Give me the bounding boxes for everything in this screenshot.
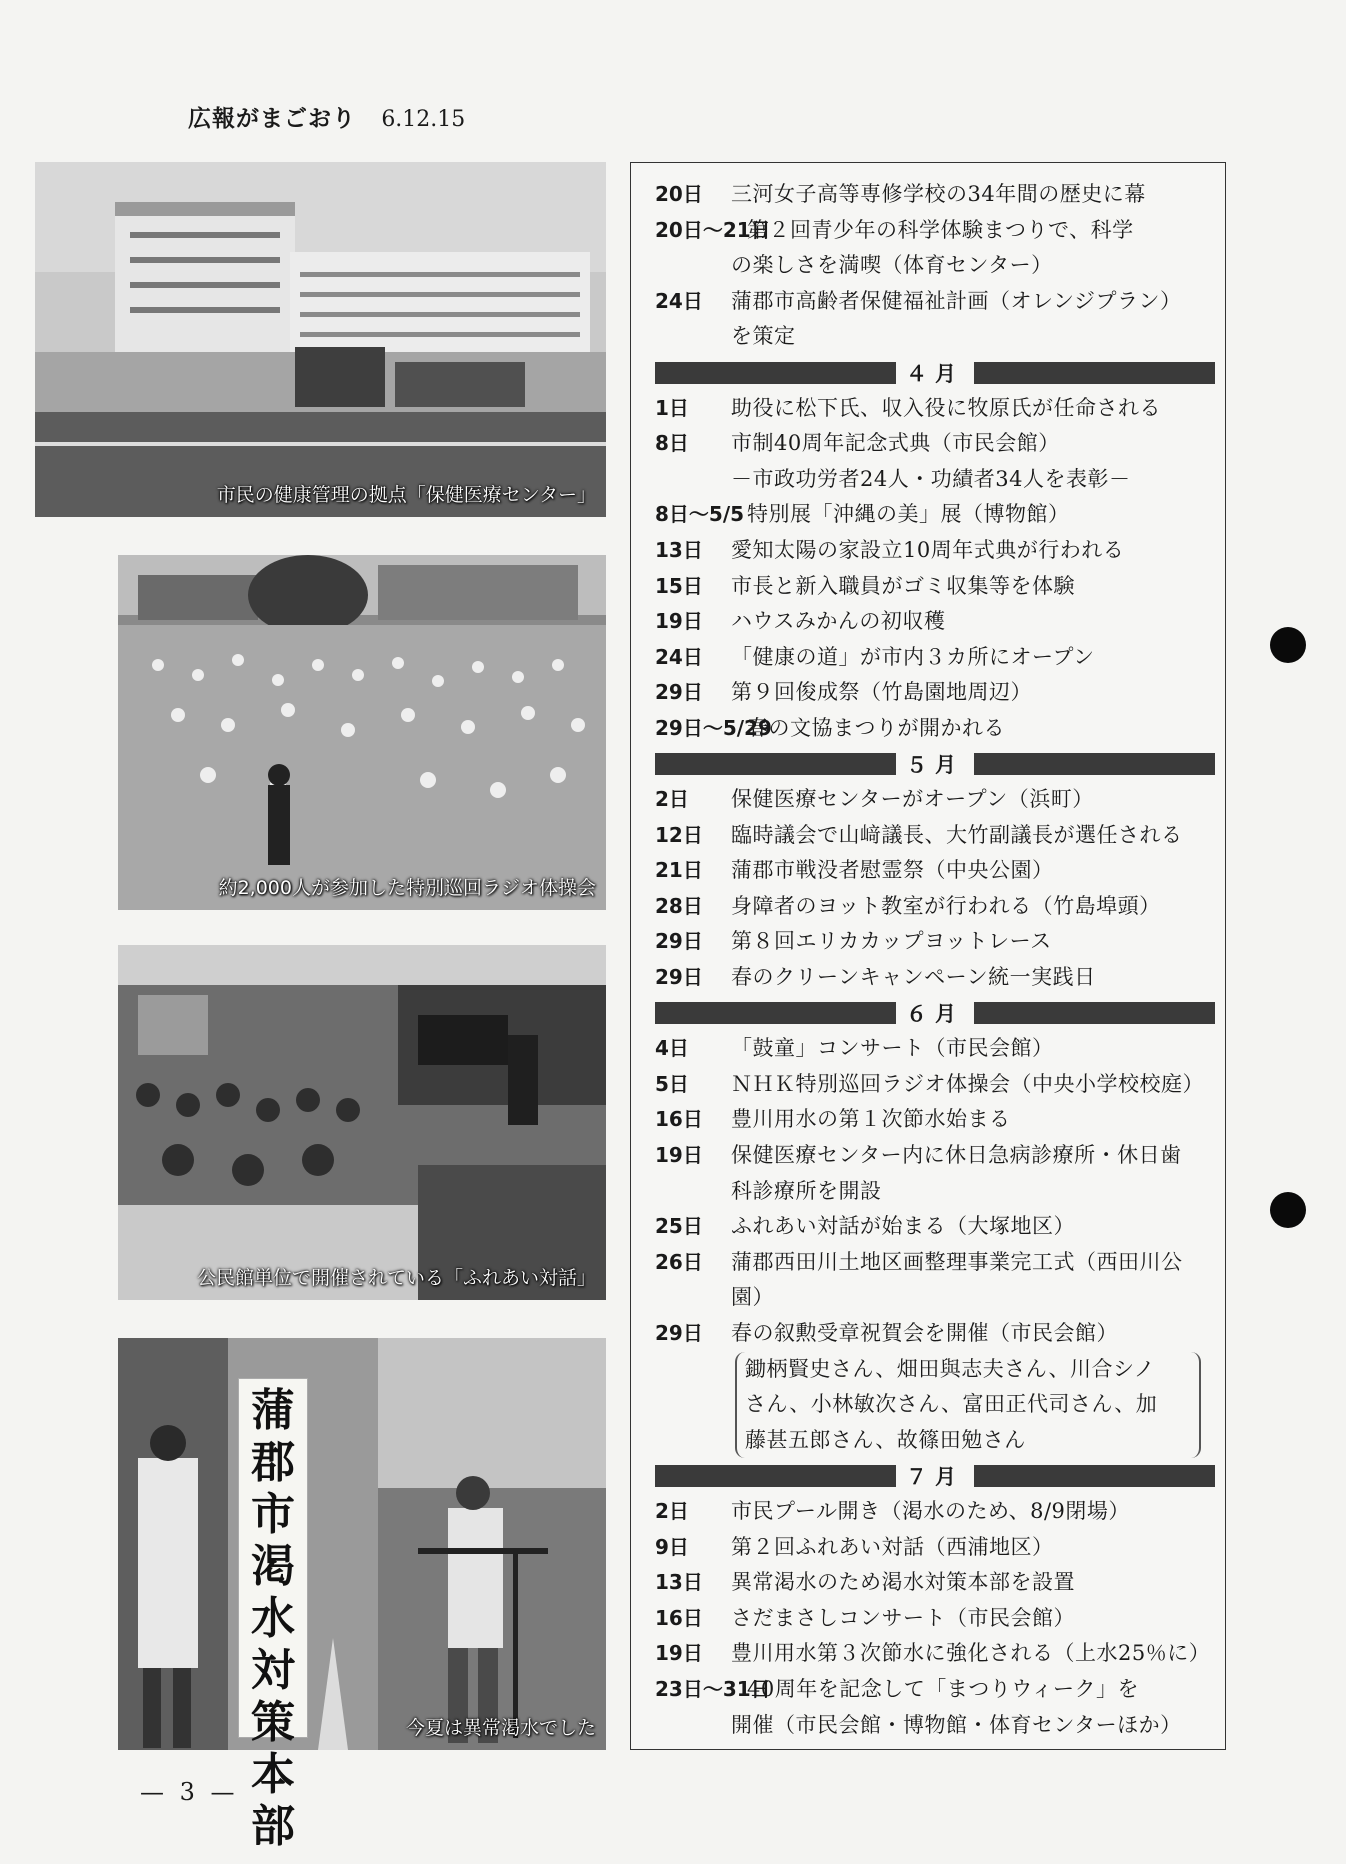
event-row bbox=[655, 213, 1225, 249]
event-row bbox=[655, 177, 1225, 213]
page-number: — 3 — bbox=[140, 1778, 239, 1806]
honoree-names bbox=[735, 1352, 1201, 1459]
event-row bbox=[655, 889, 1225, 925]
event-text: 第８回エリカカップヨットレース bbox=[731, 929, 1052, 954]
page-header bbox=[188, 100, 465, 133]
event-text: ふれあい対話が始まる（大塚地区） bbox=[731, 1214, 1075, 1239]
binding-hole-mark bbox=[1270, 627, 1306, 663]
event-date: 29日 bbox=[655, 929, 703, 954]
community-dialogue-image bbox=[118, 945, 606, 1300]
event-row bbox=[655, 1601, 1225, 1637]
drought-photo bbox=[118, 1338, 606, 1852]
event-text: 第９回俊成祭（竹島園地周辺） bbox=[731, 680, 1032, 705]
event-text: 園） bbox=[731, 1285, 774, 1310]
event-date: 4日 bbox=[655, 1036, 689, 1061]
event-date: 15日 bbox=[655, 573, 703, 598]
event-text: 蒲郡市戦没者慰霊祭（中央公園） bbox=[731, 858, 1054, 883]
event-text: 身障者のヨット教室が行われる（竹島埠頭） bbox=[731, 893, 1161, 918]
event-row bbox=[655, 533, 1225, 569]
event-text: 三河女子高等専修学校の34年間の歴史に幕 bbox=[731, 182, 1146, 206]
event-row bbox=[655, 711, 1225, 747]
event-row bbox=[655, 391, 1225, 427]
binding-hole-mark bbox=[1270, 1192, 1306, 1228]
event-row bbox=[655, 1565, 1225, 1601]
event-text: 第２回青少年の科学体験まつりで、科学 bbox=[747, 217, 1134, 242]
month-header-april: ４月 bbox=[655, 355, 1215, 391]
event-text: 40周年を記念して「まつりウィーク」を bbox=[747, 1676, 1139, 1701]
event-text: －市政功労者24人・功績者34人を表彰－ bbox=[731, 466, 1131, 491]
event-date: 2日 bbox=[655, 1498, 689, 1523]
event-row bbox=[655, 960, 1225, 996]
april-events bbox=[655, 391, 1225, 747]
event-date: 2日 bbox=[655, 787, 689, 812]
event-date: 29日～5/29 bbox=[655, 715, 772, 740]
event-text: 臨時議会で山﨑議長、大竹副議長が選任される bbox=[731, 822, 1183, 847]
event-date: 13日 bbox=[655, 537, 703, 562]
drought-image bbox=[118, 1338, 606, 1750]
event-date: 20日 bbox=[655, 182, 703, 206]
event-text: 春の叙勲受章祝賀会を開催（市民会館） bbox=[731, 1321, 1118, 1345]
event-row bbox=[655, 462, 1225, 498]
event-text: 市民プール開き（渇水のため、8/9閉場） bbox=[731, 1498, 1130, 1523]
event-text: 開催（市民会館・博物館・体育センターほか） bbox=[731, 1712, 1182, 1737]
event-row bbox=[655, 1672, 1225, 1708]
event-text: ＮＨＫ特別巡回ラジオ体操会（中央小学校校庭） bbox=[731, 1071, 1204, 1096]
community-dialogue-photo bbox=[118, 945, 606, 1300]
event-text: 「健康の道」が市内３カ所にオープン bbox=[731, 644, 1095, 669]
honoree-line: 藤甚五郎さん、故篠田勉さん bbox=[745, 1427, 1026, 1452]
event-row bbox=[655, 1316, 1225, 1352]
health-center-image bbox=[35, 162, 606, 517]
photo-caption: 今夏は異常渇水でした bbox=[405, 1717, 596, 1739]
event-row bbox=[655, 640, 1225, 676]
event-date: 8日 bbox=[655, 431, 689, 456]
event-row bbox=[655, 426, 1225, 462]
event-date: 5日 bbox=[655, 1071, 689, 1096]
month-header-june: ６月 bbox=[655, 996, 1215, 1032]
event-text: 市制40周年記念式典（市民会館） bbox=[731, 431, 1060, 456]
event-row bbox=[655, 319, 1225, 355]
event-text: 豊川用水の第１次節水始まる bbox=[731, 1107, 1011, 1132]
event-date: 9日 bbox=[655, 1534, 689, 1559]
publication-title: 広報がまごおり bbox=[188, 106, 356, 132]
event-date: 19日 bbox=[655, 1641, 703, 1666]
event-text: 科診療所を開設 bbox=[731, 1178, 882, 1203]
event-date: 12日 bbox=[655, 822, 703, 847]
event-text: さだまさしコンサート（市民会館） bbox=[731, 1605, 1075, 1630]
drought-task-force-sign: 蒲郡市渇水対策本部 bbox=[238, 1378, 308, 1738]
event-text: ハウスみかんの初収穫 bbox=[731, 609, 946, 634]
event-date: 26日 bbox=[655, 1249, 703, 1274]
event-row bbox=[655, 1245, 1225, 1281]
june-events bbox=[655, 1031, 1225, 1351]
photo-caption: 約2,000人が参加した特別巡回ラジオ体操会 bbox=[218, 877, 596, 899]
event-text: を策定 bbox=[731, 324, 796, 349]
event-date: 24日 bbox=[655, 644, 703, 669]
event-text: の楽しさを満喫（体育センター） bbox=[731, 253, 1053, 278]
event-row bbox=[655, 853, 1225, 889]
event-row bbox=[655, 248, 1225, 284]
event-row bbox=[655, 782, 1225, 818]
event-text: 愛知太陽の家設立10周年式典が行われる bbox=[731, 537, 1125, 562]
event-row bbox=[655, 818, 1225, 854]
event-text: 特別展「沖縄の美」展（博物館） bbox=[747, 502, 1070, 527]
month-header-may: ５月 bbox=[655, 747, 1215, 783]
event-row bbox=[655, 497, 1225, 533]
july-events bbox=[655, 1494, 1225, 1743]
event-row bbox=[655, 1174, 1225, 1210]
event-row bbox=[655, 1031, 1225, 1067]
event-text: 第２回ふれあい対話（西浦地区） bbox=[731, 1534, 1054, 1559]
event-date: 28日 bbox=[655, 893, 703, 918]
month-header-july: ７月 bbox=[655, 1458, 1215, 1494]
event-row bbox=[655, 1530, 1225, 1566]
event-row bbox=[655, 284, 1225, 320]
event-text: 春の文協まつりが開かれる bbox=[747, 715, 1005, 740]
event-date: 29日 bbox=[655, 680, 703, 705]
event-row bbox=[655, 1209, 1225, 1245]
event-text: 豊川用水第３次節水に強化される（上水25％に） bbox=[731, 1641, 1211, 1666]
photo-caption: 公民館単位で開催されている「ふれあい対話」 bbox=[196, 1267, 596, 1289]
event-row bbox=[655, 1067, 1225, 1103]
event-text: 保健医療センター内に休日急病診療所・休日歯 bbox=[731, 1143, 1182, 1168]
march-events bbox=[655, 177, 1225, 355]
event-date: 16日 bbox=[655, 1605, 703, 1630]
event-date: 19日 bbox=[655, 609, 703, 634]
event-row bbox=[655, 1494, 1225, 1530]
event-date: 23日～31日 bbox=[655, 1676, 771, 1701]
event-row bbox=[655, 675, 1225, 711]
health-center-photo bbox=[35, 162, 606, 517]
event-text: 蒲郡西田川土地区画整理事業完工式（西田川公 bbox=[731, 1249, 1183, 1274]
event-text: 「鼓童」コンサート（市民会館） bbox=[731, 1036, 1054, 1061]
issue-date: 6.12.15 bbox=[381, 107, 466, 132]
event-row bbox=[655, 1708, 1225, 1744]
event-date: 13日 bbox=[655, 1570, 703, 1595]
honoree-line: 鋤柄賢史さん、畑田與志夫さん、川合シノ bbox=[745, 1356, 1156, 1381]
event-row bbox=[655, 1138, 1225, 1174]
event-date: 19日 bbox=[655, 1143, 703, 1168]
event-date: 20日～21日 bbox=[655, 217, 771, 242]
event-row bbox=[655, 569, 1225, 605]
event-row bbox=[655, 1280, 1225, 1316]
event-date: 1日 bbox=[655, 395, 689, 420]
honoree-line: さん、小林敏次さん、富田正代司さん、加 bbox=[745, 1392, 1158, 1417]
event-date: 16日 bbox=[655, 1107, 703, 1132]
event-date: 29日 bbox=[655, 1321, 703, 1345]
event-text: 春のクリーンキャンペーン統一実践日 bbox=[731, 965, 1096, 990]
event-text: 助役に松下氏、収入役に牧原氏が任命される bbox=[731, 395, 1161, 420]
radio-exercise-photo bbox=[118, 555, 606, 910]
radio-exercise-image bbox=[118, 555, 606, 910]
events-timeline bbox=[630, 162, 1226, 1750]
event-date: 8日～5/5 bbox=[655, 502, 745, 527]
event-text: 蒲郡市高齢者保健福祉計画（オレンジプラン） bbox=[731, 288, 1182, 313]
event-text: 保健医療センターがオープン（浜町） bbox=[731, 787, 1094, 812]
event-row bbox=[655, 924, 1225, 960]
event-row bbox=[655, 1102, 1225, 1138]
event-date: 21日 bbox=[655, 858, 703, 883]
photo-caption: 市民の健康管理の拠点「保健医療センター」 bbox=[216, 484, 596, 506]
event-date: 24日 bbox=[655, 288, 703, 313]
event-text: 異常渇水のため渇水対策本部を設置 bbox=[731, 1570, 1075, 1595]
event-row bbox=[655, 604, 1225, 640]
event-text: 市長と新入職員がゴミ収集等を体験 bbox=[731, 573, 1075, 598]
may-events bbox=[655, 782, 1225, 996]
event-date: 29日 bbox=[655, 965, 703, 990]
event-row bbox=[655, 1636, 1225, 1672]
event-date: 25日 bbox=[655, 1214, 703, 1239]
